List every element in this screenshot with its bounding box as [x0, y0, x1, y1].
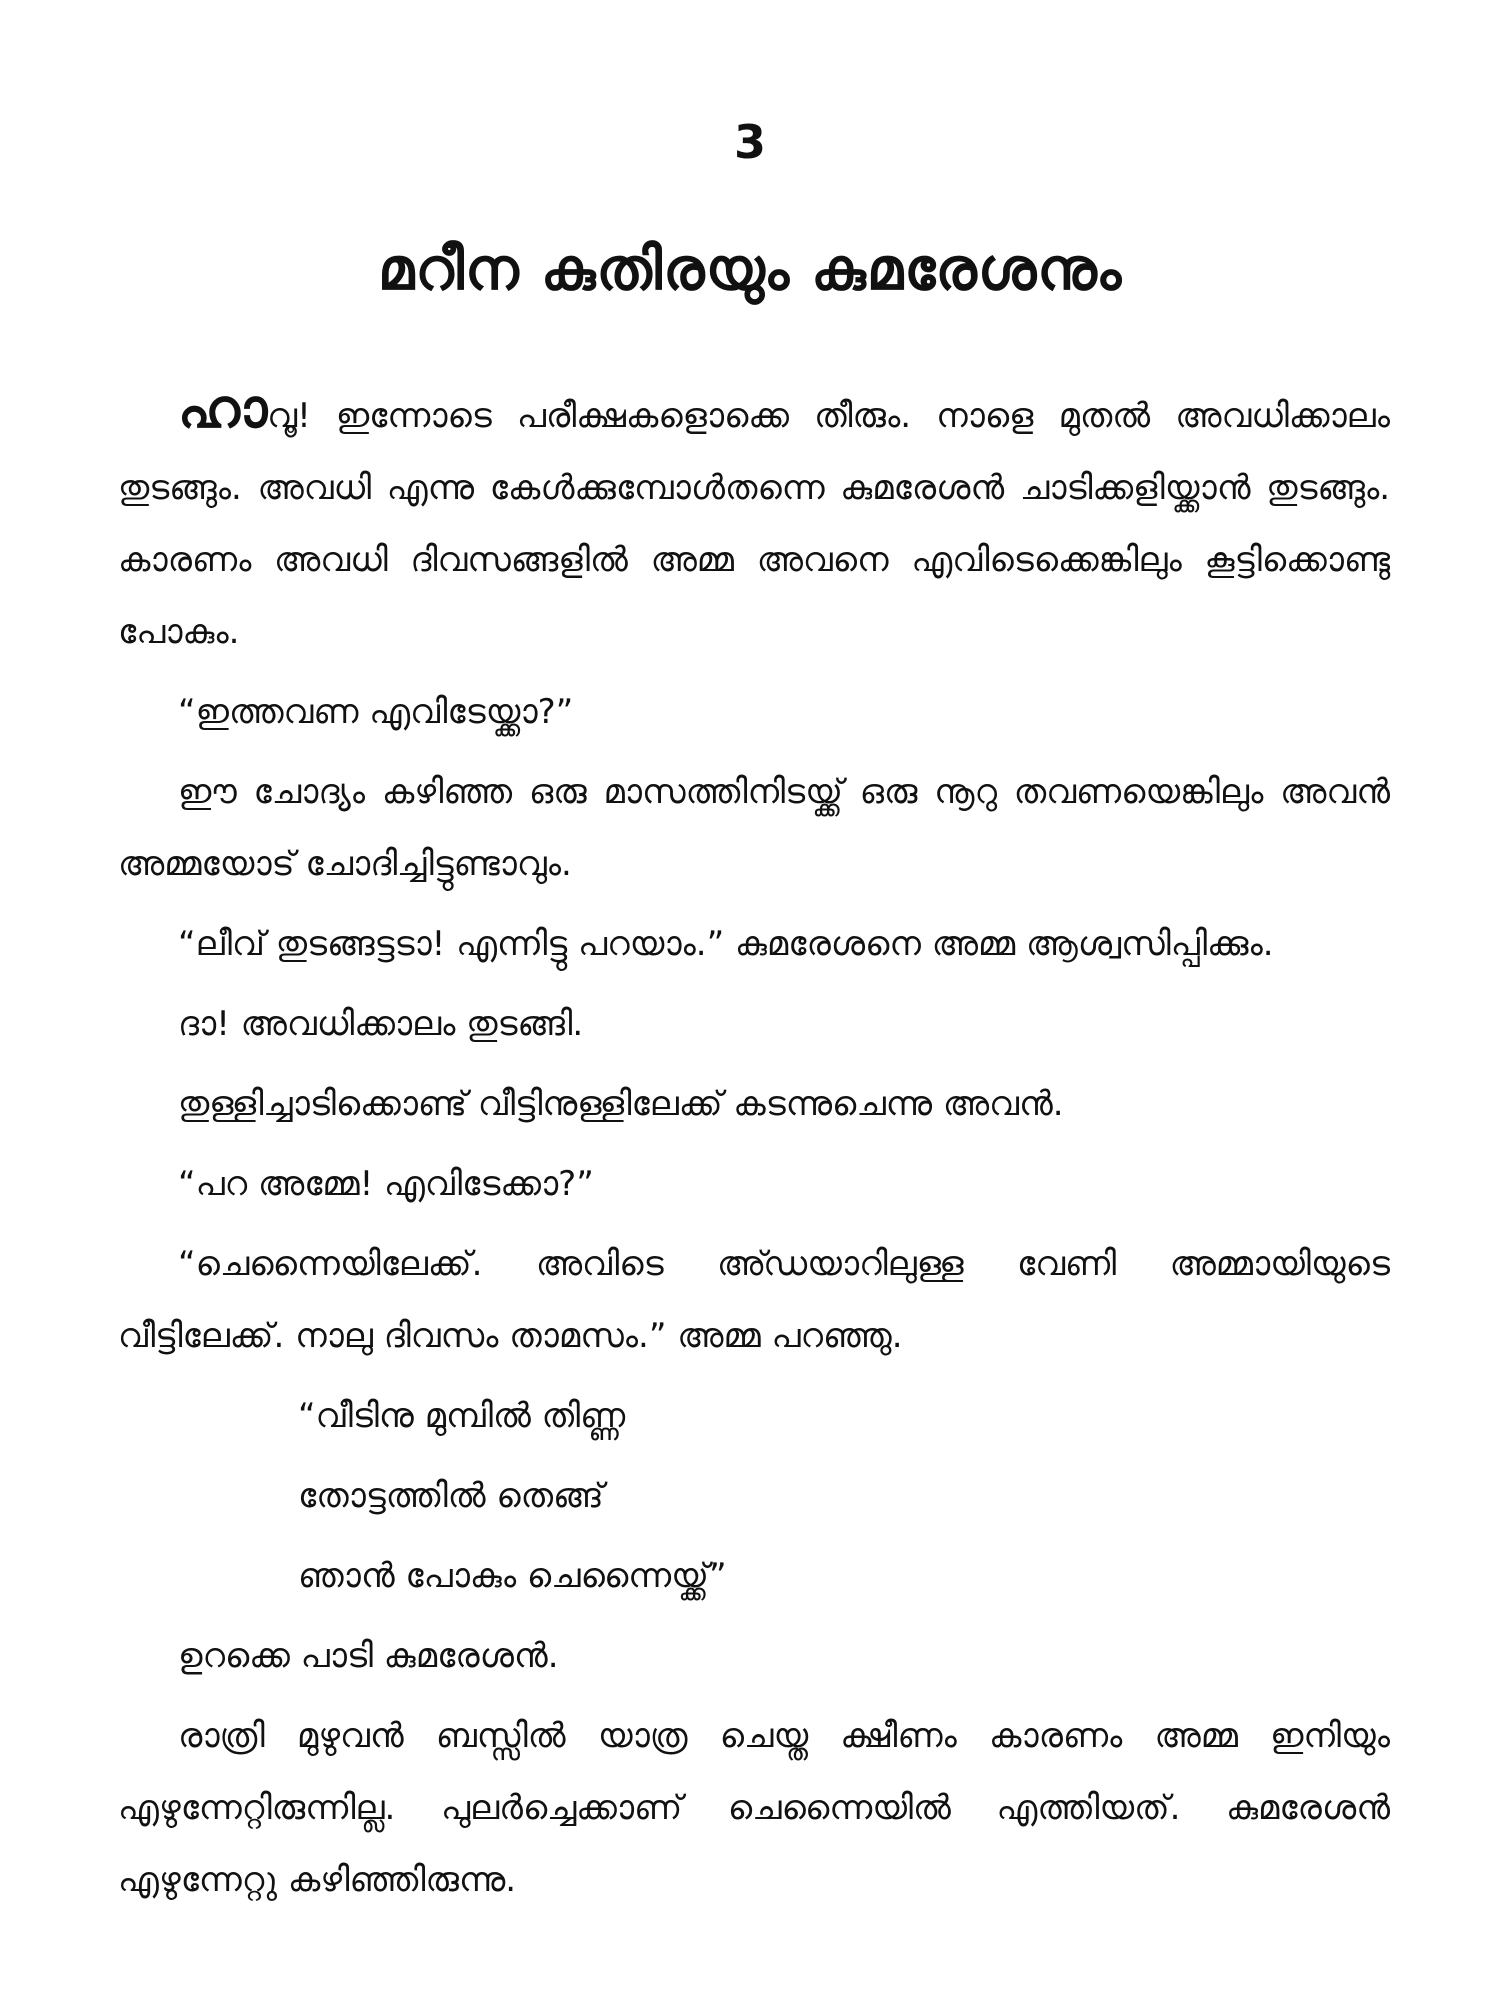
paragraph-lead-letters: ഹാ	[178, 377, 268, 440]
chapter-body	[118, 377, 1390, 1924]
verse-line-2: തോട്ടത്തിൽ തെങ്ങ്	[298, 1476, 604, 1516]
paragraph-1	[118, 377, 1390, 668]
paragraph-2: “ഇത്തവണ എവിടേയ്ക്കാ?”	[178, 692, 574, 732]
chapter-number: 3	[733, 115, 766, 169]
paragraph-8: “ചെന്നൈയിലേക്ക്. അവിടെ അ്ഡയാറിലുള്ള വേണി അമ്മായിയുടെ വീട്ടിലേക്ക്. നാലു ദിവസം താമസം.” അമ്മ പറഞ്ഞു.	[118, 1244, 1390, 1356]
paragraph-10: രാത്രി മുഴുവൻ ബസ്സിൽ യാത്ര ചെയ്ത ക്ഷീണം കാരണം അമ്മ ഇനിയും എഴുന്നേറ്റിരുന്നില്ല. പുലർച്ചെക്കാണ് ചെന്നൈയിൽ എത്തിയത്. കുമരേശൻ എഴുന്നേറ്റു കഴിഞ്ഞിരുന്നു.	[118, 1716, 1390, 1900]
paragraph-5: ദാ! അവധിക്കാലം തുടങ്ങി.	[178, 1004, 584, 1044]
verse-line-1: “വീടിനു മുമ്പിൽ തിണ്ണ	[298, 1396, 626, 1436]
verse-line-3: ഞാൻ പോകും ചെന്നൈയ്ക്ക്”	[298, 1556, 727, 1596]
paragraph-6: തുള്ളിച്ചാടിക്കൊണ്ട് വീട്ടിനുള്ളിലേക്ക് കടന്നുചെന്നു അവൻ.	[178, 1084, 1064, 1124]
paragraph-4: “ലീവ് തുടങ്ങട്ടടാ! എന്നിട്ടു പറയാം.” കുമരേശനെ അമ്മ ആശ്വസിപ്പിക്കും.	[178, 924, 1274, 964]
paragraph-9: ഉറക്കെ പാടി കുമരേശൻ.	[178, 1636, 559, 1676]
paragraph-7: “പറ അമ്മേ! എവിടേക്കാ?”	[178, 1164, 594, 1204]
paragraph-3: ഈ ചോദ്യം കഴിഞ്ഞ ഒരു മാസത്തിനിടയ്ക്ക് ഒരു നൂറു തവണയെങ്കിലും അവൻ അമ്മയോട് ചോദിച്ചിട്ടുണ്ടാവും.	[118, 772, 1390, 884]
chapter-title: മറീന കുതിരയും കുമരേശനും	[377, 235, 1123, 303]
paragraph-1-text: വൂ! ഇന്നോടെ പരീക്ഷകളൊക്കെ തീരും. നാളെ മുതൽ അവധിക്കാലം തുടങ്ങും. അവധി എന്നു കേൾക്കുമ്പോൾതന്നെ കുമരേശൻ ചാടിക്കളിയ്ക്കാൻ തുടങ്ങും. കാരണം അവധി ദിവസങ്ങളിൽ അമ്മ അവനെ എവിടെക്കെങ്കിലും കൂട്ടിക്കൊണ്ടു പോകും.	[118, 396, 1390, 652]
